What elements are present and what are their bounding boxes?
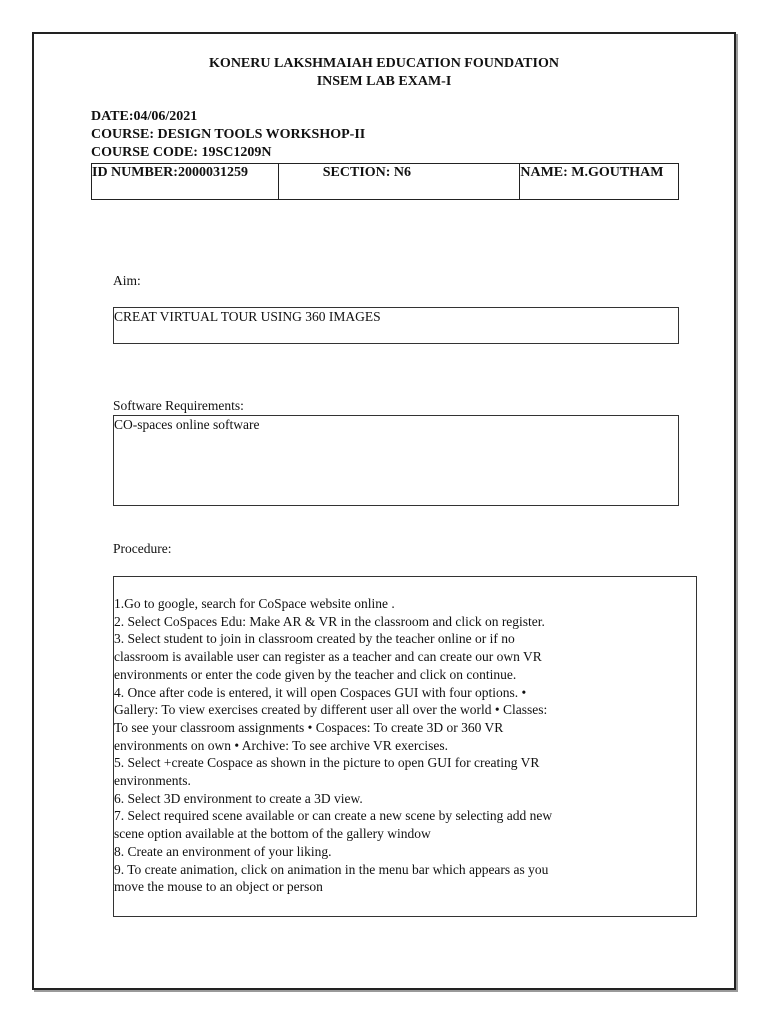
procedure-step-line: 5. Select +create Cospace as shown in the picture to open GUI for creating VR: [114, 755, 540, 771]
procedure-step-line: 8. Create an environment of your liking.: [114, 843, 332, 859]
procedure-step-line: 2. Select CoSpaces Edu: Make AR & VR in the classroom and click on register.: [114, 613, 545, 629]
course-code: COURSE CODE: 19SC1209N: [91, 145, 272, 160]
procedure-step-line: To see your classroom assignments • Cospaces: To create 3D or 360 VR: [114, 719, 504, 735]
aim-box: [113, 307, 679, 344]
procedure-box: [113, 576, 697, 917]
procedure-step-line: 1.Go to google, search for CoSpace website online .: [114, 596, 395, 611]
procedure-step-line: 4. Once after code is entered, it will open Cospaces GUI with four options. •: [114, 684, 527, 700]
procedure-step-line: Gallery: To view exercises created by different user all over the world • Classes:: [114, 702, 548, 718]
procedure-step-line: 6. Select 3D environment to create a 3D view.: [114, 790, 363, 806]
procedure-step-line: classroom is available user can register as a teacher and can create our own VR: [114, 649, 542, 665]
procedure-step-line: scene option available at the bottom of the gallery window: [114, 826, 431, 842]
procedure-step-line: 3. Select student to join in classroom created by the teacher online or if no: [114, 631, 515, 647]
procedure-step-line: 7. Select required scene available or can create a new scene by selecting add new: [114, 808, 553, 824]
course-name: COURSE: DESIGN TOOLS WORKSHOP-II: [91, 127, 366, 142]
aim-text: CREAT VIRTUAL TOUR USING 360 IMAGES: [114, 309, 381, 324]
software-requirements-box: [113, 415, 679, 506]
procedure-step-line: environments on own • Archive: To see archive VR exercises.: [114, 737, 448, 753]
procedure-step-line: environments or enter the code given by the teacher and click on continue.: [114, 666, 517, 682]
procedure-label: Procedure:: [113, 541, 172, 556]
name-cell: NAME: M.GOUTHAM: [520, 164, 679, 200]
procedure-step-line: environments.: [114, 773, 191, 789]
document-subtitle: INSEM LAB EXAM-I: [316, 74, 452, 89]
document-title: KONERU LAKSHMAIAH EDUCATION FOUNDATION: [209, 56, 559, 71]
procedure-step-line: 9. To create animation, click on animation in the menu bar which appears as you: [114, 861, 549, 877]
section-cell: SECTION: N6: [278, 164, 520, 200]
id-number-cell: ID NUMBER:2000031259: [92, 164, 279, 200]
software-requirements-text: CO-spaces online software: [114, 417, 260, 432]
student-info-table: [91, 163, 679, 200]
software-requirements-label: Software Requirements:: [113, 398, 244, 413]
procedure-step-line: move the mouse to an object or person: [114, 879, 323, 895]
exam-date: DATE:04/06/2021: [91, 109, 198, 124]
aim-label: Aim:: [113, 273, 141, 288]
